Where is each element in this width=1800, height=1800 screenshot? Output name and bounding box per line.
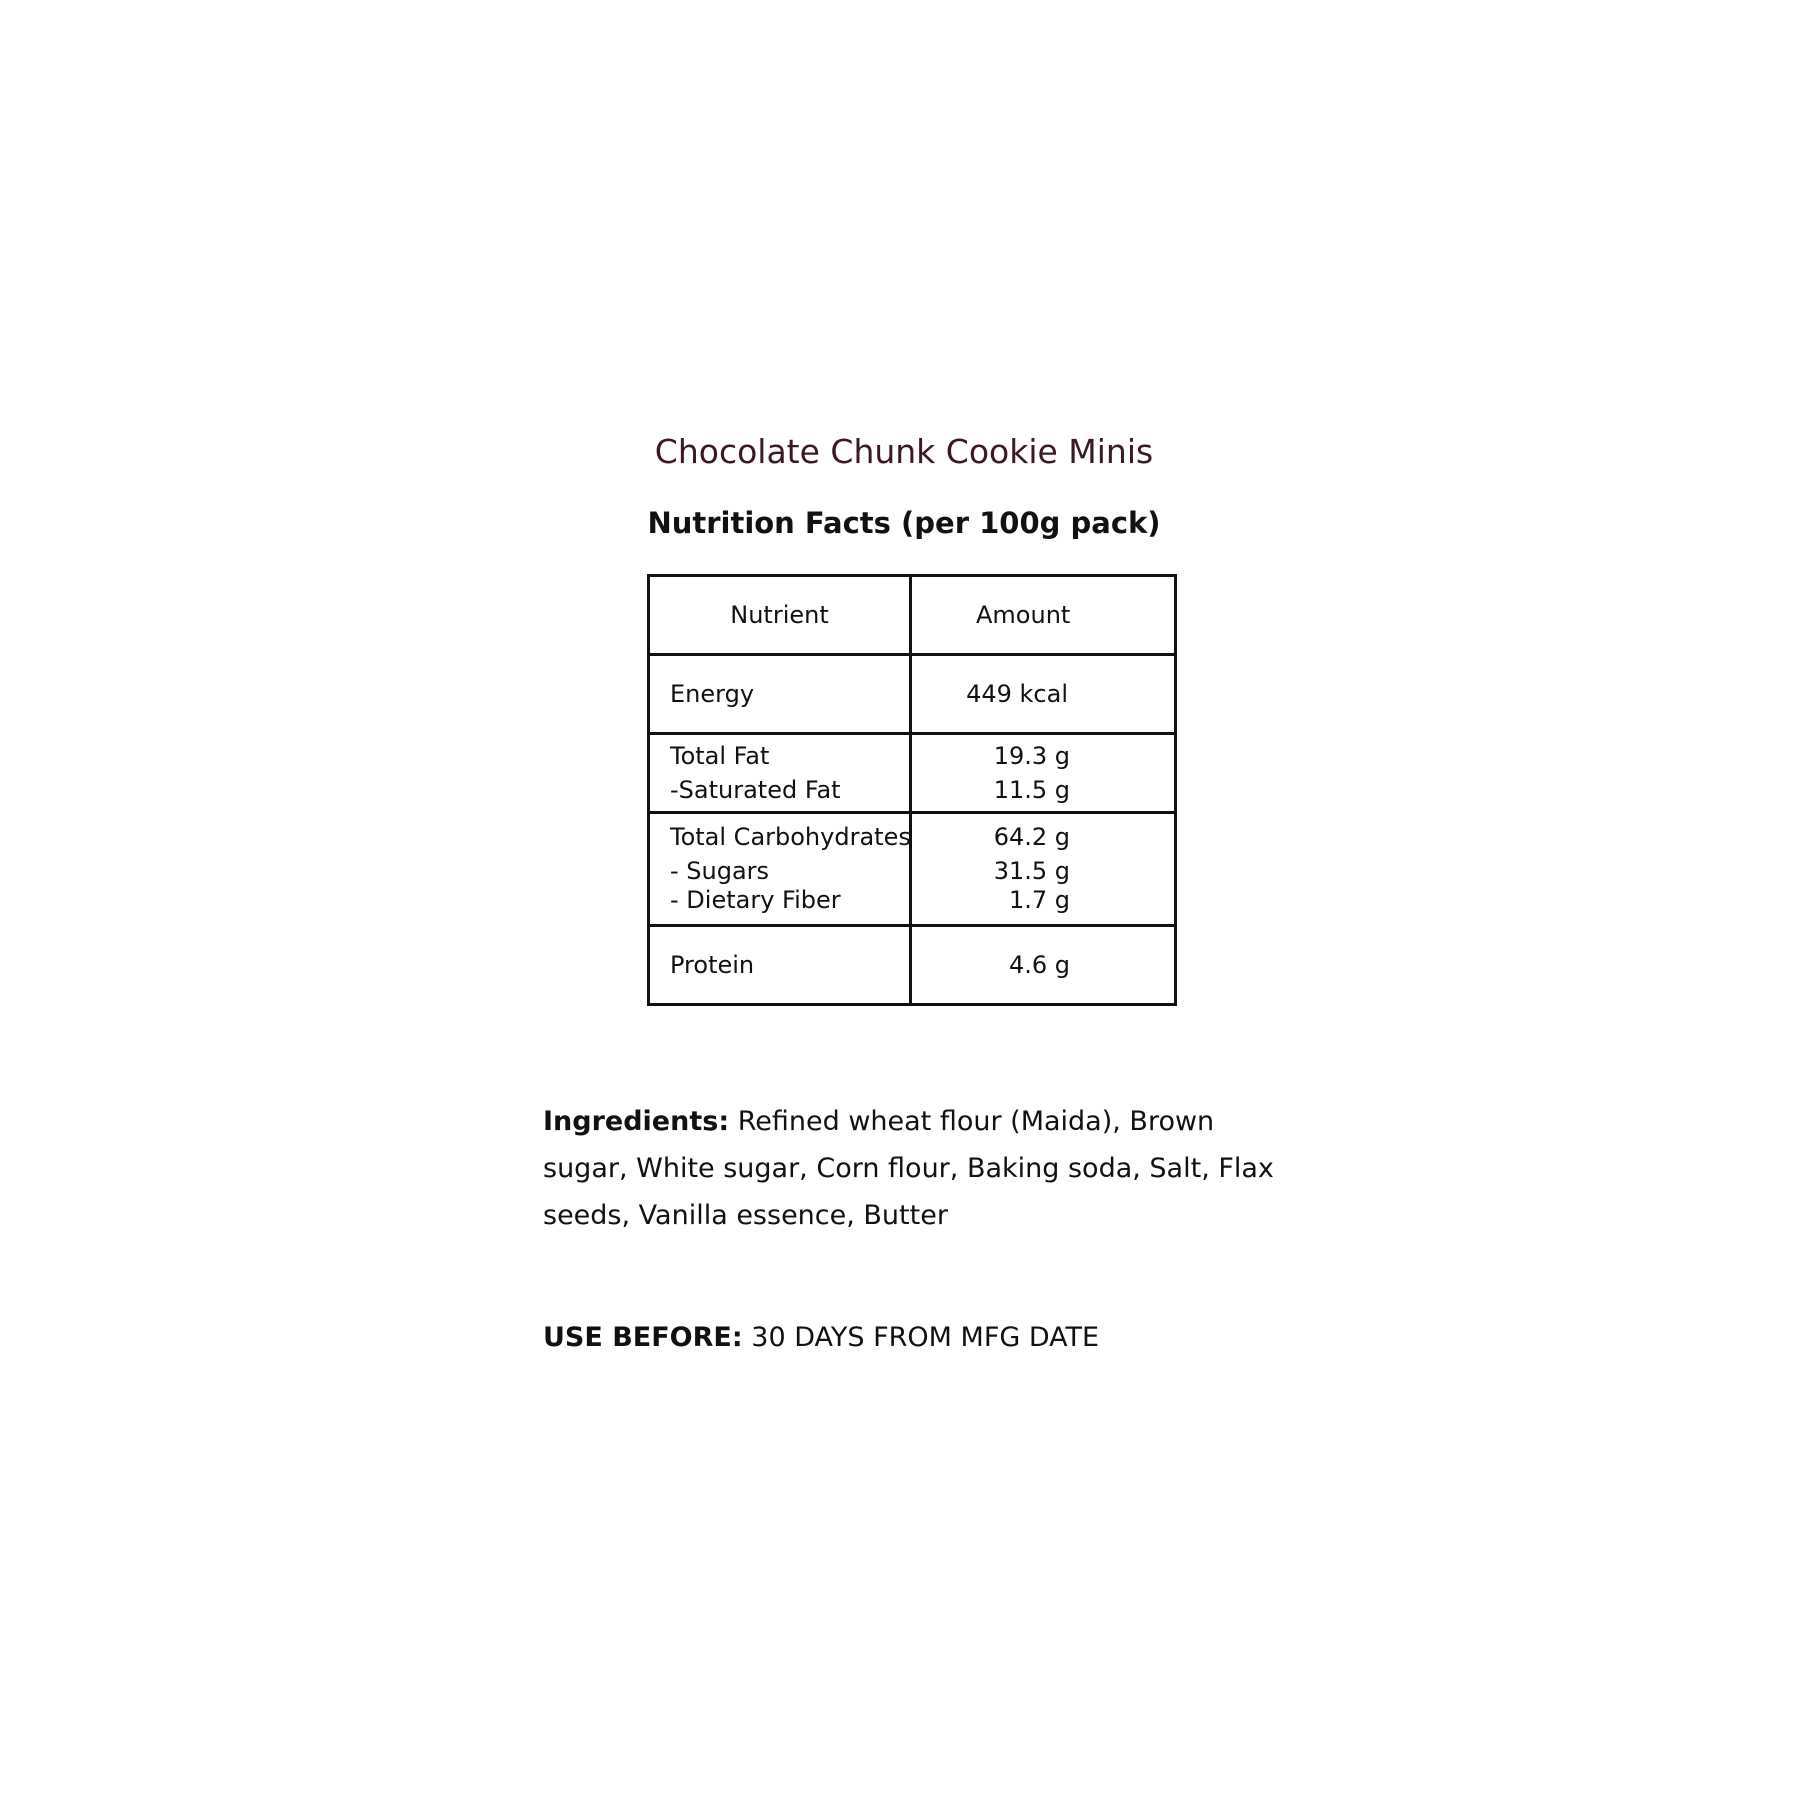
table-row-energy bbox=[649, 655, 1176, 734]
amount-column-header: Amount bbox=[911, 576, 1176, 655]
nutrient-cell bbox=[649, 734, 911, 813]
nutrient-amount: 11.5 g bbox=[993, 776, 1070, 804]
nutrient-name: Total Carbohydrates bbox=[670, 823, 911, 851]
nutrient-amount: 64.2 g bbox=[993, 823, 1070, 851]
nutrient-name: Energy bbox=[670, 680, 755, 708]
ingredients-text: Refined wheat flour (Maida), Brown sugar, White sugar, Corn flour, Baking soda, Salt, Flax seeds, Vanilla essence, Butter bbox=[543, 1106, 1274, 1231]
amount-cell bbox=[911, 926, 1176, 1005]
amount-cell bbox=[911, 813, 1176, 926]
nutrition-facts-heading: Nutrition Facts (per 100g pack) bbox=[647, 506, 1161, 540]
use-before-label: USE BEFORE: bbox=[543, 1322, 743, 1353]
table-header-row bbox=[649, 576, 1176, 655]
nutrient-name: - Sugars bbox=[670, 857, 770, 885]
nutrient-amount: 31.5 g bbox=[993, 857, 1070, 885]
nutrient-name: -Saturated Fat bbox=[670, 776, 841, 804]
table-row-carbohydrates bbox=[649, 813, 1176, 926]
nutrient-column-header: Nutrient bbox=[649, 576, 911, 655]
nutrition-table bbox=[647, 574, 1177, 1006]
product-title: Chocolate Chunk Cookie Minis bbox=[654, 432, 1154, 471]
nutrient-name: Total Fat bbox=[670, 742, 770, 770]
use-before-block bbox=[543, 1318, 1099, 1358]
ingredients-block bbox=[543, 1098, 1303, 1239]
nutrient-cell bbox=[649, 813, 911, 926]
nutrient-amount: 19.3 g bbox=[993, 742, 1070, 770]
ingredients-label: Ingredients: bbox=[543, 1106, 730, 1137]
nutrient-name: - Dietary Fiber bbox=[670, 886, 841, 914]
nutrient-name: Protein bbox=[670, 951, 755, 979]
nutrient-amount: 449 kcal bbox=[966, 680, 1068, 708]
table-row-fat bbox=[649, 734, 1176, 813]
use-before-text: 30 DAYS FROM MFG DATE bbox=[751, 1322, 1100, 1353]
amount-cell bbox=[911, 734, 1176, 813]
nutrient-cell bbox=[649, 926, 911, 1005]
nutrient-amount: 1.7 g bbox=[1008, 886, 1070, 914]
table-row-protein bbox=[649, 926, 1176, 1005]
nutrient-cell bbox=[649, 655, 911, 734]
amount-cell bbox=[911, 655, 1176, 734]
nutrient-amount: 4.6 g bbox=[1008, 951, 1070, 979]
